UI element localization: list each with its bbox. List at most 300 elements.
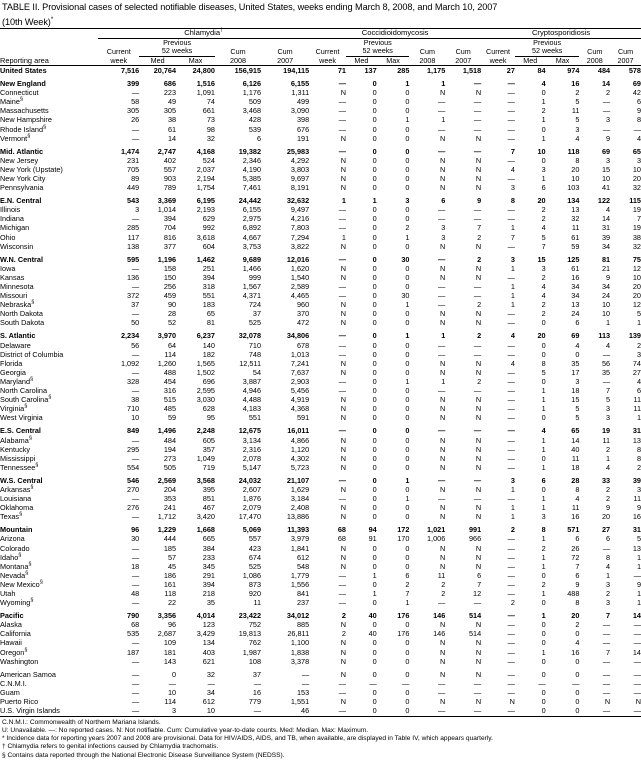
- row-value-cell: 6,237: [196, 331, 215, 341]
- row-value-cell: 2: [606, 484, 611, 494]
- row-value-cell: —: [338, 79, 346, 89]
- header-cum-crypto-1: Cum: [587, 46, 603, 56]
- row-value-cell: 5: [541, 367, 546, 377]
- row-value-cell: 0: [372, 462, 377, 472]
- row-value-cell: 316: [163, 386, 177, 396]
- header-week-cocci: week: [309, 56, 346, 66]
- row-value-cell: 26: [131, 115, 140, 125]
- row-value-cell: 2: [405, 223, 410, 233]
- row-value-cell: 30: [131, 534, 140, 544]
- row-value-cell: 5,723: [290, 462, 310, 472]
- row-area-label: Pacific: [0, 611, 24, 621]
- row-value-cell: 8: [541, 358, 546, 368]
- row-value-cell: —: [507, 155, 515, 165]
- row-value-cell: 1,876: [242, 494, 262, 504]
- row-value-cell: —: [369, 678, 377, 688]
- row-value-cell: —: [507, 205, 515, 215]
- row-area-label: New Jersey: [0, 155, 39, 165]
- header-spacer: [0, 29, 98, 39]
- row-value-cell: 1,502: [196, 367, 215, 377]
- row-value-cell: 571: [567, 525, 580, 535]
- row-value-cell: —: [507, 638, 515, 648]
- row-value-cell: 1: [510, 503, 515, 513]
- row-value-cell: N: [340, 272, 346, 282]
- row-value-cell: —: [602, 349, 611, 359]
- row-value-cell: 903: [163, 173, 177, 183]
- row-value-cell: N: [439, 462, 446, 472]
- header-cum-chlamydia-1: Cum: [230, 46, 246, 56]
- row-value-cell: 34,012: [286, 611, 310, 621]
- row-value-cell: N: [439, 133, 446, 143]
- row-value-cell: 1,175: [427, 65, 446, 75]
- row-value-cell: 1: [441, 331, 446, 341]
- row-value-cell: —: [131, 669, 140, 679]
- row-value-cell: 19,382: [238, 146, 262, 156]
- row-value-cell: 2: [510, 525, 515, 535]
- header-week-crypto: week: [481, 56, 515, 66]
- row-value-cell: —: [633, 124, 641, 134]
- row-value-cell: 9,697: [290, 173, 310, 183]
- row-value-cell: 24: [571, 309, 580, 319]
- row-value-cell: N: [340, 512, 346, 522]
- row-value-cell: 0: [405, 340, 410, 350]
- row-area-label: California: [0, 629, 31, 639]
- row-value-cell: —: [131, 282, 140, 291]
- row-value-cell: N: [475, 503, 482, 513]
- row-value-cell: N: [509, 697, 515, 707]
- row-value-cell: 59: [167, 413, 177, 423]
- row-value-cell: 0: [372, 687, 377, 697]
- row-value-cell: N: [475, 638, 482, 648]
- row-value-cell: —: [602, 543, 611, 553]
- row-value-cell: 4: [606, 462, 611, 472]
- row-value-cell: 1: [541, 133, 546, 143]
- table-row: [0, 436, 641, 445]
- row-value-cell: 621: [202, 656, 215, 666]
- row-value-cell: 762: [248, 638, 262, 648]
- row-value-cell: —: [437, 146, 446, 156]
- row-value-cell: 1: [510, 291, 515, 301]
- row-value-cell: 71: [337, 65, 346, 75]
- row-value-cell: 377: [163, 241, 177, 251]
- row-value-cell: 4: [606, 205, 611, 215]
- row-value-cell: 153: [296, 687, 310, 697]
- row-value-cell: 32: [206, 669, 215, 679]
- row-value-cell: —: [473, 678, 482, 688]
- row-value-cell: N: [340, 88, 346, 98]
- row-area-label: Iowa: [0, 263, 16, 273]
- row-value-cell: 90: [167, 300, 177, 310]
- header-52weeks-crypto: 52 weeks: [515, 47, 579, 56]
- row-value-cell: 686: [163, 79, 177, 89]
- row-value-cell: —: [473, 494, 482, 504]
- row-value-cell: 748: [248, 349, 262, 359]
- row-value-cell: 2: [606, 444, 611, 454]
- row-value-cell: 0: [372, 453, 377, 463]
- row-value-cell: 35: [206, 598, 215, 608]
- row-value-cell: 525: [248, 561, 262, 571]
- row-footnote-marker: §: [24, 647, 28, 654]
- row-value-cell: 3,134: [242, 435, 262, 445]
- row-value-cell: 68: [337, 525, 346, 535]
- row-value-cell: 0: [372, 115, 377, 125]
- row-value-cell: 1: [341, 232, 346, 242]
- row-value-cell: 0: [541, 124, 546, 134]
- row-value-cell: 484: [597, 65, 611, 75]
- row-value-cell: 1,229: [157, 525, 177, 535]
- row-value-cell: 11: [633, 395, 641, 405]
- row-value-cell: 2,316: [242, 444, 262, 454]
- footnote-legend: U: Unavailable. —: No reported cases. N: Not notifiable. Cum: Cumulative year-to-date counts. Med: Median. Max: Maximum.: [2, 726, 369, 734]
- header-cum2007-cocci: 2007: [445, 56, 481, 66]
- row-area-label: Rhode Island§: [0, 124, 47, 134]
- row-value-cell: 122: [597, 196, 611, 206]
- row-value-cell: 1: [441, 376, 446, 386]
- row-area-label: Nebraska§: [0, 299, 35, 310]
- row-value-cell: 0: [541, 669, 546, 679]
- header-current-cocci: Current: [315, 46, 340, 56]
- table-row: [0, 445, 641, 454]
- row-value-cell: 0: [372, 656, 377, 666]
- row-value-cell: 4,946: [242, 386, 262, 396]
- row-value-cell: 0: [405, 133, 410, 143]
- row-value-cell: 16: [571, 79, 580, 89]
- row-value-cell: 3,369: [157, 196, 177, 206]
- row-value-cell: 185: [163, 543, 177, 553]
- table-row: [0, 255, 641, 264]
- row-value-cell: —: [338, 589, 346, 598]
- row-value-cell: 0: [575, 687, 580, 697]
- row-value-cell: 1: [405, 115, 410, 125]
- row-value-cell: 674: [248, 552, 262, 562]
- row-value-cell: N: [439, 272, 446, 282]
- row-area-label: Florida: [0, 358, 23, 368]
- row-value-cell: —: [507, 561, 515, 571]
- row-value-cell: 1: [541, 611, 546, 621]
- group-header-cryptosporidiosis: Cryptosporidiosis: [481, 29, 641, 39]
- header-week-chlamydia: week: [98, 56, 139, 66]
- row-value-cell: 138: [127, 241, 140, 251]
- row-value-cell: 276: [127, 503, 140, 513]
- row-value-cell: 10: [601, 300, 611, 310]
- row-value-cell: —: [507, 453, 515, 463]
- row-value-cell: 12,675: [238, 426, 262, 436]
- row-value-cell: 2: [541, 579, 546, 589]
- row-value-cell: 32: [571, 214, 580, 224]
- row-value-cell: 8: [575, 598, 580, 608]
- row-value-cell: 9: [636, 579, 641, 589]
- row-value-cell: —: [507, 462, 515, 472]
- row-value-cell: 3: [541, 512, 546, 522]
- row-value-cell: N: [475, 241, 482, 251]
- row-value-cell: 32: [206, 133, 215, 143]
- row-value-cell: —: [633, 687, 641, 697]
- row-area-label: Vermont§: [0, 133, 31, 143]
- row-value-cell: 467: [202, 503, 215, 513]
- row-value-cell: 0: [372, 579, 377, 589]
- row-value-cell: 96: [131, 525, 140, 535]
- row-value-cell: 9: [606, 272, 611, 282]
- row-footnote-marker: §: [43, 124, 47, 131]
- header-blank-2: [215, 38, 261, 47]
- row-value-cell: 578: [628, 65, 641, 75]
- row-value-cell: 2,687: [157, 629, 177, 639]
- row-value-cell: N: [475, 484, 482, 494]
- row-value-cell: —: [507, 534, 515, 544]
- row-value-cell: 140: [202, 340, 215, 350]
- row-value-cell: 0: [372, 282, 377, 291]
- row-value-cell: 10: [632, 164, 641, 174]
- row-area-label: Washington: [0, 656, 39, 666]
- row-value-cell: N: [439, 413, 446, 423]
- row-value-cell: —: [338, 291, 346, 301]
- row-value-cell: 6: [256, 133, 262, 143]
- row-value-cell: 31: [632, 426, 641, 436]
- row-value-cell: 223: [163, 88, 177, 98]
- row-value-cell: 139: [628, 331, 641, 341]
- row-value-cell: 0: [575, 669, 580, 679]
- row-value-cell: 6,155: [242, 205, 262, 215]
- row-area-label: Kentucky: [0, 444, 31, 454]
- header-blank-1: [98, 38, 139, 47]
- row-value-cell: 514: [468, 611, 482, 621]
- row-area-label: W.S. Central: [0, 475, 43, 485]
- row-value-cell: 5: [606, 395, 611, 405]
- row-value-cell: —: [473, 79, 482, 89]
- row-value-cell: 285: [397, 65, 410, 75]
- row-value-cell: 974: [567, 65, 580, 75]
- row-value-cell: 56: [601, 358, 611, 368]
- row-value-cell: 61: [571, 263, 580, 273]
- row-area-label: Utah: [0, 589, 16, 598]
- row-value-cell: 1: [541, 115, 546, 125]
- row-value-cell: 4: [636, 133, 641, 143]
- row-value-cell: 1,620: [290, 263, 310, 273]
- row-value-cell: 8: [636, 453, 641, 463]
- row-value-cell: 1: [510, 512, 515, 522]
- row-value-cell: 10: [571, 173, 580, 183]
- row-value-cell: 4,190: [242, 164, 262, 174]
- row-area-label: New Mexico§: [0, 579, 43, 589]
- row-value-cell: —: [538, 678, 546, 688]
- row-value-cell: 0: [372, 503, 377, 513]
- row-value-cell: 1: [405, 598, 410, 608]
- row-value-cell: 9: [575, 579, 580, 589]
- row-value-cell: 0: [405, 453, 410, 463]
- row-value-cell: —: [437, 687, 446, 697]
- row-value-cell: N: [340, 638, 346, 648]
- row-value-cell: 1: [441, 79, 446, 89]
- row-value-cell: 3: [135, 205, 140, 215]
- row-value-cell: —: [507, 687, 515, 697]
- row-value-cell: 72: [571, 552, 580, 562]
- row-value-cell: 2,747: [157, 146, 177, 156]
- row-value-cell: 628: [202, 404, 215, 414]
- row-value-cell: N: [439, 88, 446, 98]
- header-previous-cocci: Previous: [363, 37, 392, 47]
- row-value-cell: N: [439, 503, 446, 513]
- row-value-cell: 4: [575, 494, 580, 504]
- row-value-cell: —: [131, 687, 140, 697]
- row-value-cell: 15: [571, 395, 580, 405]
- row-value-cell: 1,516: [196, 79, 215, 89]
- row-value-cell: N: [475, 164, 482, 174]
- row-value-cell: 5: [575, 413, 580, 423]
- row-value-cell: 3,568: [196, 475, 215, 485]
- row-value-cell: —: [437, 426, 446, 436]
- row-value-cell: 1,567: [242, 282, 262, 291]
- row-value-cell: N: [475, 435, 482, 445]
- row-value-cell: 0: [405, 404, 410, 414]
- row-value-cell: N: [340, 309, 346, 319]
- row-value-cell: —: [602, 687, 611, 697]
- row-value-cell: 0: [372, 146, 377, 156]
- row-value-cell: 3: [575, 124, 580, 134]
- row-value-cell: 0: [372, 349, 377, 359]
- row-value-cell: 146: [433, 629, 446, 639]
- row-value-cell: 231: [127, 155, 140, 165]
- row-value-cell: 7: [575, 561, 580, 571]
- row-value-cell: 1,014: [157, 205, 177, 215]
- row-value-cell: —: [437, 678, 446, 688]
- row-value-cell: 2: [441, 579, 446, 589]
- header-cum2007-chlamydia: 2007: [261, 56, 309, 66]
- row-value-cell: 270: [127, 484, 140, 494]
- row-value-cell: 0: [575, 706, 580, 716]
- row-value-cell: —: [507, 318, 515, 328]
- row-value-cell: —: [473, 426, 482, 436]
- row-value-cell: 37: [252, 669, 262, 679]
- row-value-cell: 95: [206, 413, 215, 423]
- row-value-cell: N: [475, 552, 482, 562]
- row-value-cell: 551: [248, 413, 262, 423]
- row-area-label: South Dakota: [0, 318, 45, 328]
- row-value-cell: 0: [372, 444, 377, 454]
- row-value-cell: 661: [202, 106, 215, 116]
- row-value-cell: 557: [163, 164, 177, 174]
- row-value-cell: —: [338, 376, 346, 386]
- row-value-cell: 69: [571, 331, 580, 341]
- row-value-cell: N: [340, 395, 346, 405]
- row-value-cell: 0: [405, 214, 410, 224]
- row-value-cell: —: [473, 106, 482, 116]
- row-value-cell: N: [475, 669, 482, 679]
- row-value-cell: N: [439, 453, 446, 463]
- row-value-cell: —: [131, 435, 140, 445]
- row-value-cell: 54: [252, 367, 262, 377]
- row-value-cell: 4: [606, 340, 611, 350]
- row-value-cell: 84: [537, 65, 546, 75]
- row-value-cell: 25,983: [286, 146, 310, 156]
- row-value-cell: 2,193: [196, 205, 215, 215]
- header-blank-9: [610, 38, 641, 47]
- header-cum2008-cocci: 2008: [409, 56, 445, 66]
- row-value-cell: N: [475, 413, 482, 423]
- row-value-cell: 5: [636, 534, 641, 544]
- row-value-cell: N: [340, 444, 346, 454]
- row-value-cell: 0: [575, 629, 580, 639]
- row-value-cell: 2,607: [242, 484, 262, 494]
- row-value-cell: —: [633, 620, 641, 630]
- header-group-row: [0, 29, 641, 39]
- row-value-cell: —: [437, 124, 446, 134]
- row-value-cell: —: [338, 97, 346, 107]
- row-value-cell: N: [340, 173, 346, 183]
- row-value-cell: N: [340, 620, 346, 630]
- header-52weeks-cocci: 52 weeks: [346, 47, 409, 56]
- table-row: [0, 648, 641, 657]
- row-value-cell: 0: [372, 155, 377, 165]
- row-value-cell: 14: [601, 79, 611, 89]
- row-value-cell: 273: [163, 453, 177, 463]
- row-value-cell: —: [338, 494, 346, 504]
- row-value-cell: —: [633, 629, 641, 639]
- header-spacer-2: [0, 38, 98, 47]
- row-value-cell: —: [507, 106, 515, 116]
- row-value-cell: 554: [127, 462, 140, 472]
- row-area-label: Louisiana: [0, 494, 32, 504]
- row-value-cell: N: [475, 367, 482, 377]
- row-value-cell: 1: [405, 331, 410, 341]
- row-value-cell: 14: [632, 611, 641, 621]
- row-value-cell: —: [602, 678, 611, 688]
- header-cum-chlamydia-2: Cum: [277, 46, 293, 56]
- row-value-cell: 1,091: [196, 88, 215, 98]
- row-value-cell: N: [475, 133, 482, 143]
- row-value-cell: 150: [163, 272, 177, 282]
- row-value-cell: —: [507, 494, 515, 504]
- row-value-cell: 0: [405, 263, 410, 273]
- row-value-cell: —: [507, 309, 515, 319]
- row-value-cell: 2: [606, 589, 611, 598]
- row-value-cell: 6: [575, 570, 580, 580]
- row-area-label: E.S. Central: [0, 426, 41, 436]
- row-value-cell: 992: [202, 223, 215, 233]
- row-value-cell: N: [439, 444, 446, 454]
- row-value-cell: 3: [606, 579, 611, 589]
- row-value-cell: 40: [571, 444, 580, 454]
- row-value-cell: —: [473, 349, 482, 359]
- row-value-cell: N: [475, 404, 482, 414]
- row-value-cell: 0: [405, 561, 410, 571]
- row-value-cell: 0: [541, 598, 546, 608]
- row-value-cell: 710: [127, 404, 140, 414]
- row-value-cell: 1,311: [291, 88, 310, 98]
- row-value-cell: N: [340, 435, 346, 445]
- table-row: [0, 184, 641, 193]
- row-value-cell: —: [507, 611, 515, 621]
- row-value-cell: 3: [541, 164, 546, 174]
- row-value-cell: 0: [405, 697, 410, 707]
- row-value-cell: 2: [477, 331, 482, 341]
- row-value-cell: 1,754: [196, 183, 215, 193]
- row-value-cell: 3: [606, 404, 611, 414]
- row-value-cell: 1: [541, 435, 546, 445]
- row-value-cell: N: [475, 512, 482, 522]
- row-value-cell: 6,126: [242, 79, 262, 89]
- row-value-cell: —: [473, 205, 482, 215]
- row-value-cell: 2: [477, 254, 482, 264]
- row-value-cell: 318: [202, 282, 215, 291]
- row-value-cell: 3: [606, 115, 611, 125]
- table-row: [0, 639, 641, 648]
- row-footnote-marker: §: [30, 484, 34, 491]
- row-area-label: Wyoming§: [0, 597, 34, 608]
- row-value-cell: —: [473, 340, 482, 350]
- row-footnote-marker: §: [18, 552, 22, 559]
- row-value-cell: —: [507, 669, 515, 679]
- row-area-label: Maryland§: [0, 376, 34, 386]
